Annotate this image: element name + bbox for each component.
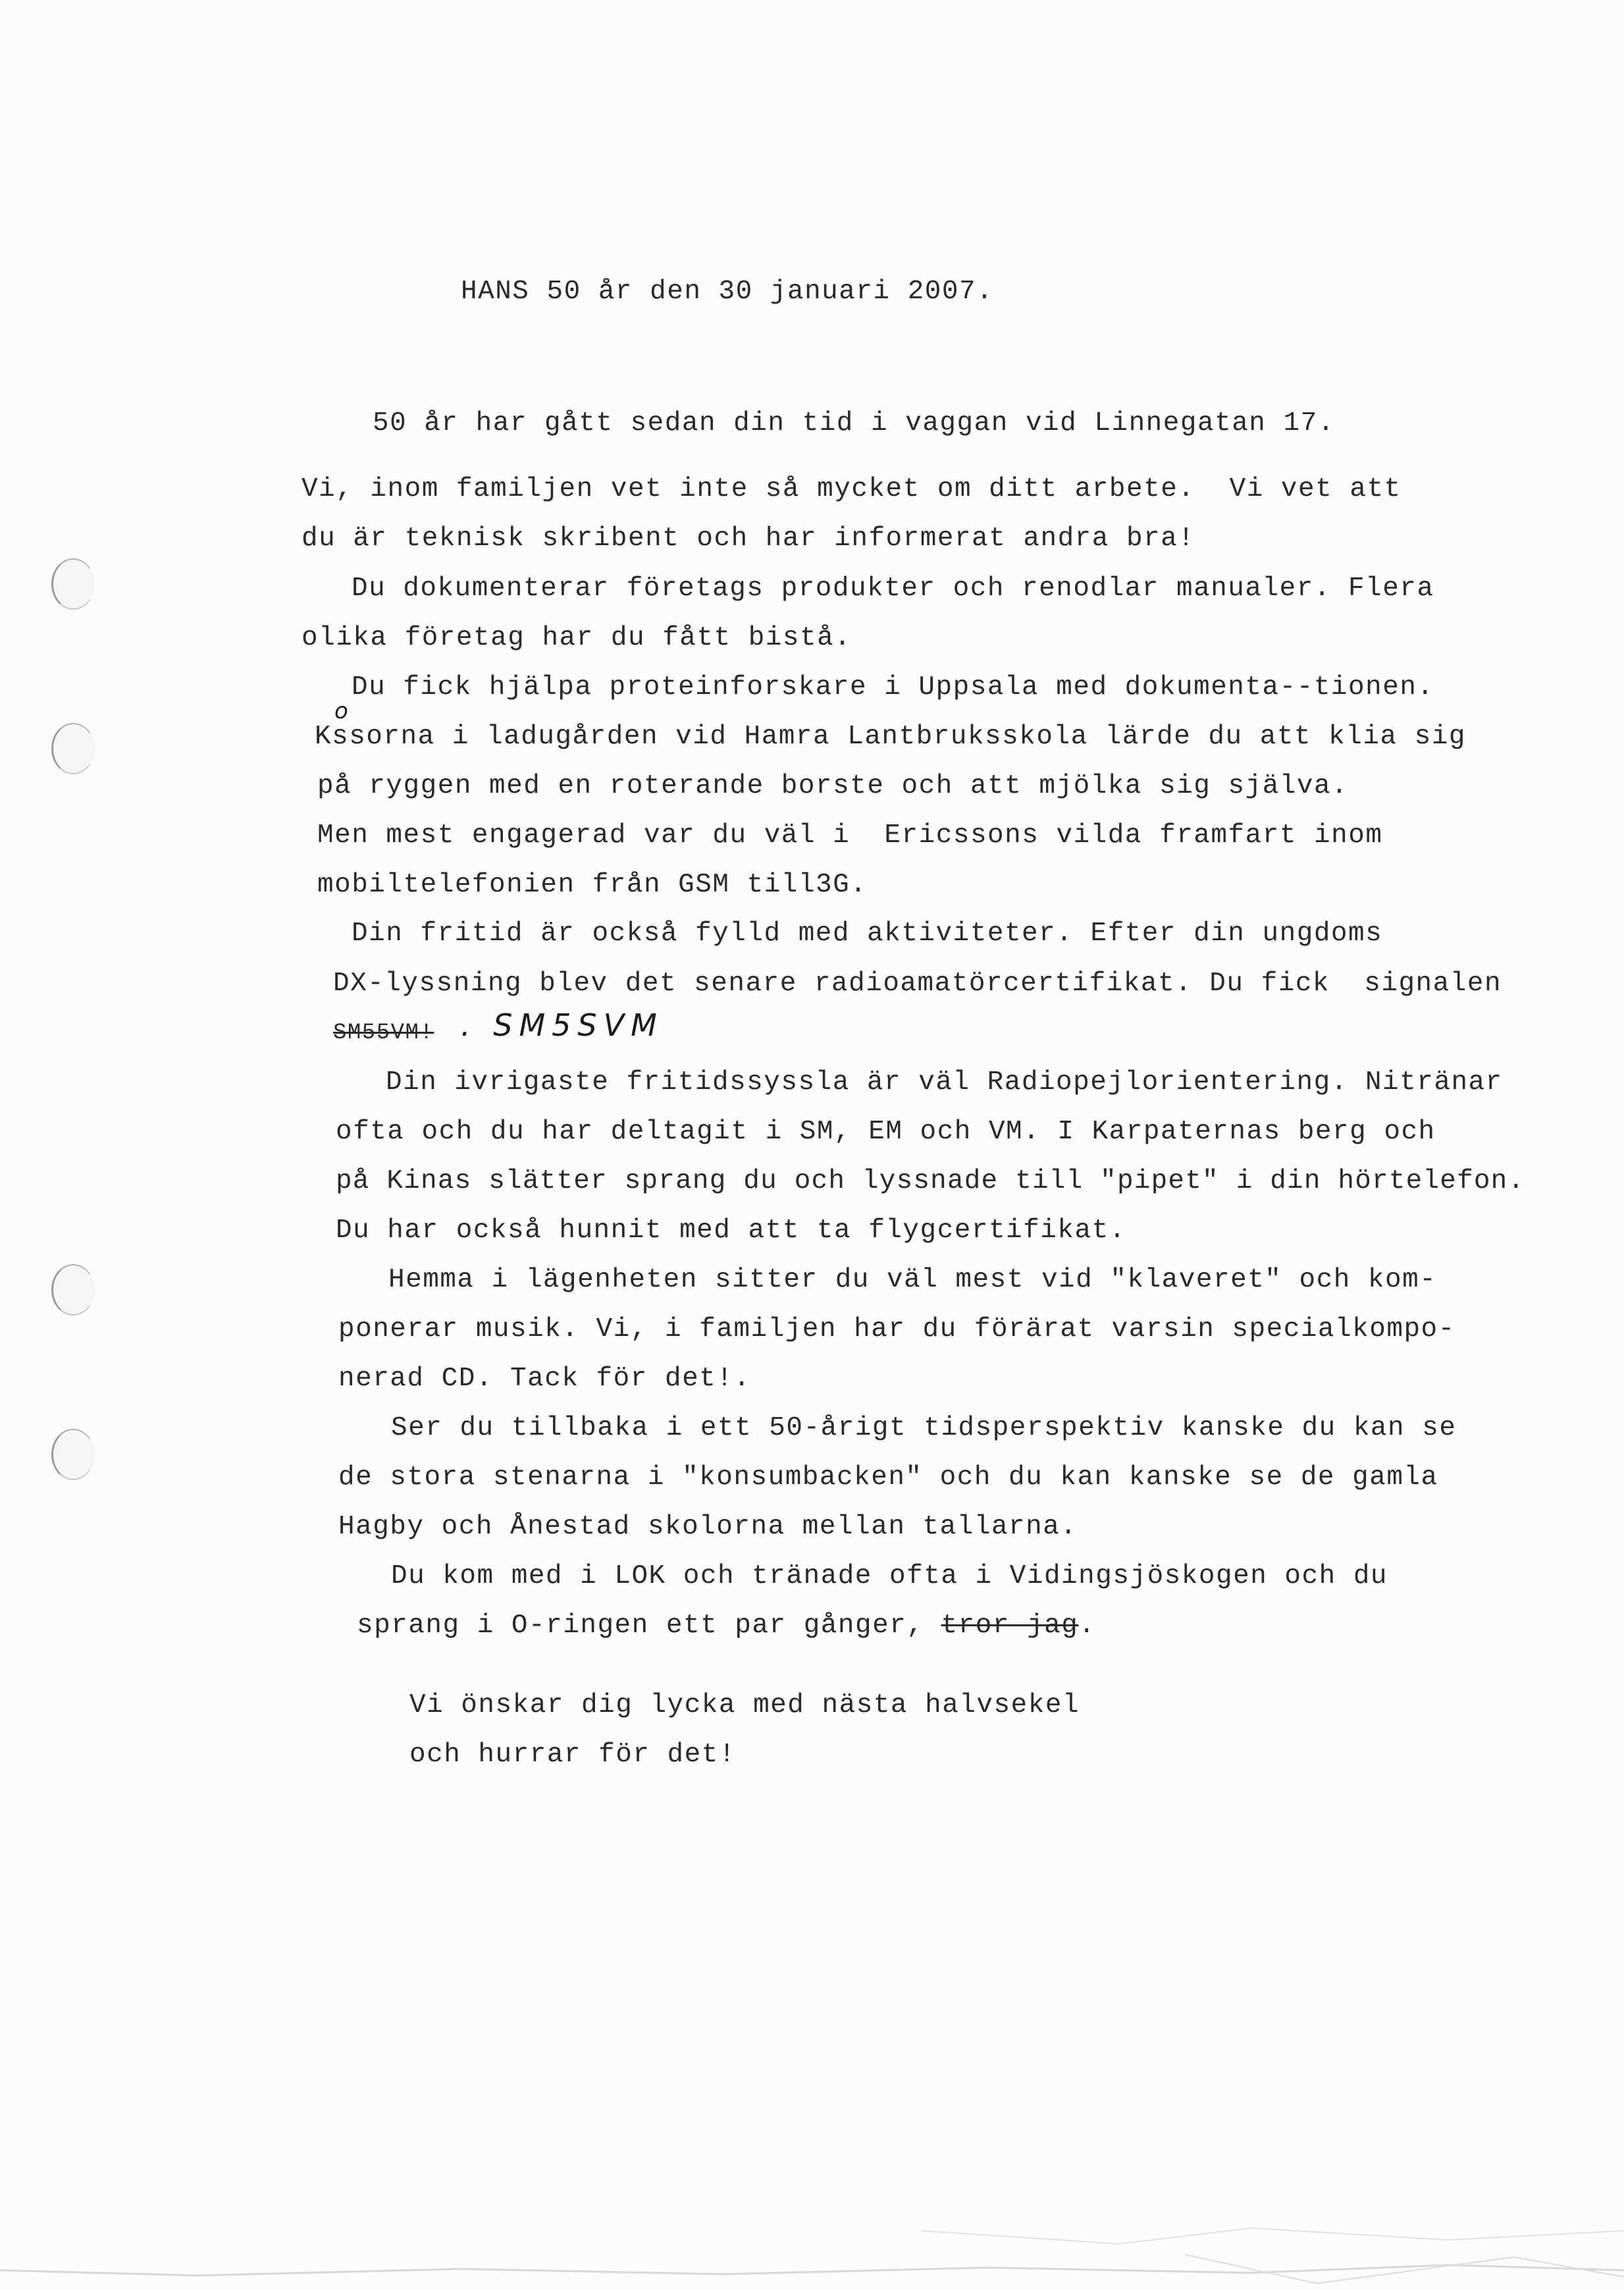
text-line: Du kom med i LOK och tränade ofta i Vidingsjöskogen och du xyxy=(391,1561,1388,1591)
struck-callsign: SM55VM! xyxy=(333,1021,434,1046)
text-line: på ryggen med en roterande borste och att mjölka sig själva. xyxy=(317,771,1349,801)
text-line: mobiltelefonien från GSM till3G. xyxy=(317,870,868,900)
punch-hole-4 xyxy=(51,1429,95,1480)
closing-line: Vi önskar dig lycka med nästa halvsekel xyxy=(409,1690,1080,1720)
text-line: Din fritid är också fylld med aktiviteter. Efter din ungdoms xyxy=(352,919,1383,949)
punch-hole-1 xyxy=(51,558,95,610)
punch-hole-3 xyxy=(51,1264,95,1316)
handwritten-correction: o xyxy=(334,698,348,724)
text-line: DX-lyssning blev det senare radioamatörcertifikat. Du fick signalen xyxy=(333,969,1502,999)
punch-hole-2 xyxy=(51,723,95,774)
crumpled-bottom-edge xyxy=(0,2191,1624,2290)
text-line: Din ivrigaste fritidssyssla är väl Radiopejlorientering. Nitränar xyxy=(386,1067,1503,1098)
text-line: på Kinas slätter sprang du och lyssnade till "pipet" i din hörtelefon. xyxy=(336,1166,1525,1196)
text-line: ponerar musik. Vi, i familjen har du förärat varsin specialkompo- xyxy=(338,1314,1455,1345)
text-line: Kssorna i ladugården vid Hamra Lantbruksskola lärde du att klia sig xyxy=(315,722,1466,752)
closing-line: och hurrar för det! xyxy=(409,1740,736,1770)
text-line: olika företag har du fått bistå. xyxy=(301,623,852,653)
text-line: Hagby och Ånestad skolorna mellan tallarna. xyxy=(338,1512,1078,1542)
struck-phrase: tror jag xyxy=(941,1611,1079,1641)
handwritten-callsign: . SM5SVM xyxy=(461,1007,664,1043)
text-line: Du har också hunnit med att ta flygcertifikat. xyxy=(336,1215,1126,1246)
text-line: Men mest engagerad var du väl i Ericssons vilda framfart inom xyxy=(317,820,1383,851)
text-line: Du fick hjälpa proteinforskare i Uppsala med dokumenta--tionen. xyxy=(352,672,1434,703)
text-line xyxy=(357,1609,1096,1642)
text-line: 50 år har gått sedan din tid i vaggan vid Linnegatan 17. xyxy=(373,408,1335,439)
text-line: de stora stenarna i "konsumbacken" och du kan kanske se de gamla xyxy=(338,1462,1438,1493)
text-line: Vi, inom familjen vet inte så mycket om ditt arbete. Vi vet att xyxy=(301,474,1401,504)
text-line: nerad CD. Tack för det!. xyxy=(338,1364,751,1394)
text-line: ofta och du har deltagit i SM, EM och VM. I Karpaternas berg och xyxy=(336,1117,1436,1147)
text-line: du är teknisk skribent och har informerat andra bra! xyxy=(301,523,1195,554)
text-line-part: . xyxy=(1078,1611,1096,1641)
text-line: Hemma i lägenheten sitter du väl mest vid "klaveret" och kom- xyxy=(388,1265,1437,1295)
text-line-part: sprang i O-ringen ett par gånger, xyxy=(357,1611,941,1641)
text-line: Ser du tillbaka i ett 50-årigt tidsperspektiv kanske du kan se xyxy=(391,1413,1457,1443)
text-line: Du dokumenterar företags produkter och renodlar manualer. Flera xyxy=(352,573,1434,604)
document-title: HANS 50 år den 30 januari 2007. xyxy=(461,277,994,307)
